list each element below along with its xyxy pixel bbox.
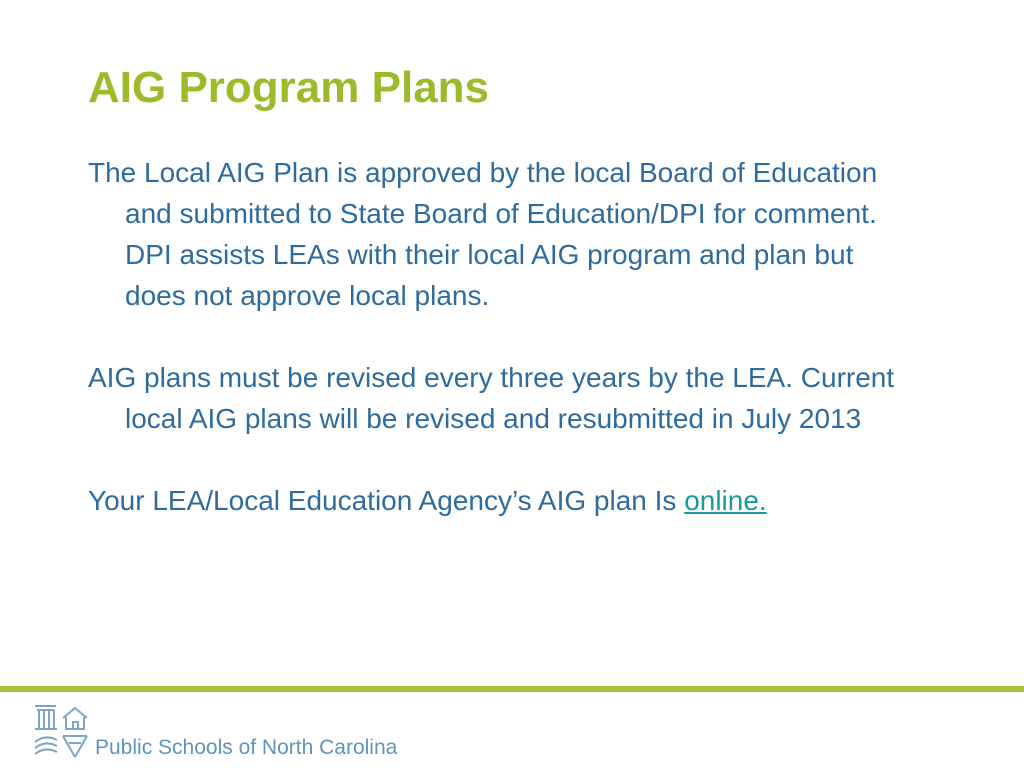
paragraph-plan-approval: The Local AIG Plan is approved by the local Board of Education and submitted to State Board of Education/DPI for comment. DPI assists LEAs with their local AIG program and plan but does not approve local plans. <box>88 157 878 311</box>
slide-body <box>88 152 918 521</box>
slide-title: AIG Program Plans <box>88 63 490 112</box>
footer-organization-name: Public Schools of North Carolina <box>95 736 398 759</box>
psnc-logo-icon <box>30 702 92 760</box>
footer-divider <box>0 686 1024 692</box>
paragraph-plan-revision: AIG plans must be revised every three years by the LEA. Current local AIG plans will be revised and resubmitted in July 2013 <box>88 362 895 434</box>
paragraph-plan-online <box>88 480 918 521</box>
online-sentence-text: Your LEA/Local Education Agency’s AIG plan Is <box>88 485 685 516</box>
online-link[interactable]: online. <box>684 485 767 516</box>
